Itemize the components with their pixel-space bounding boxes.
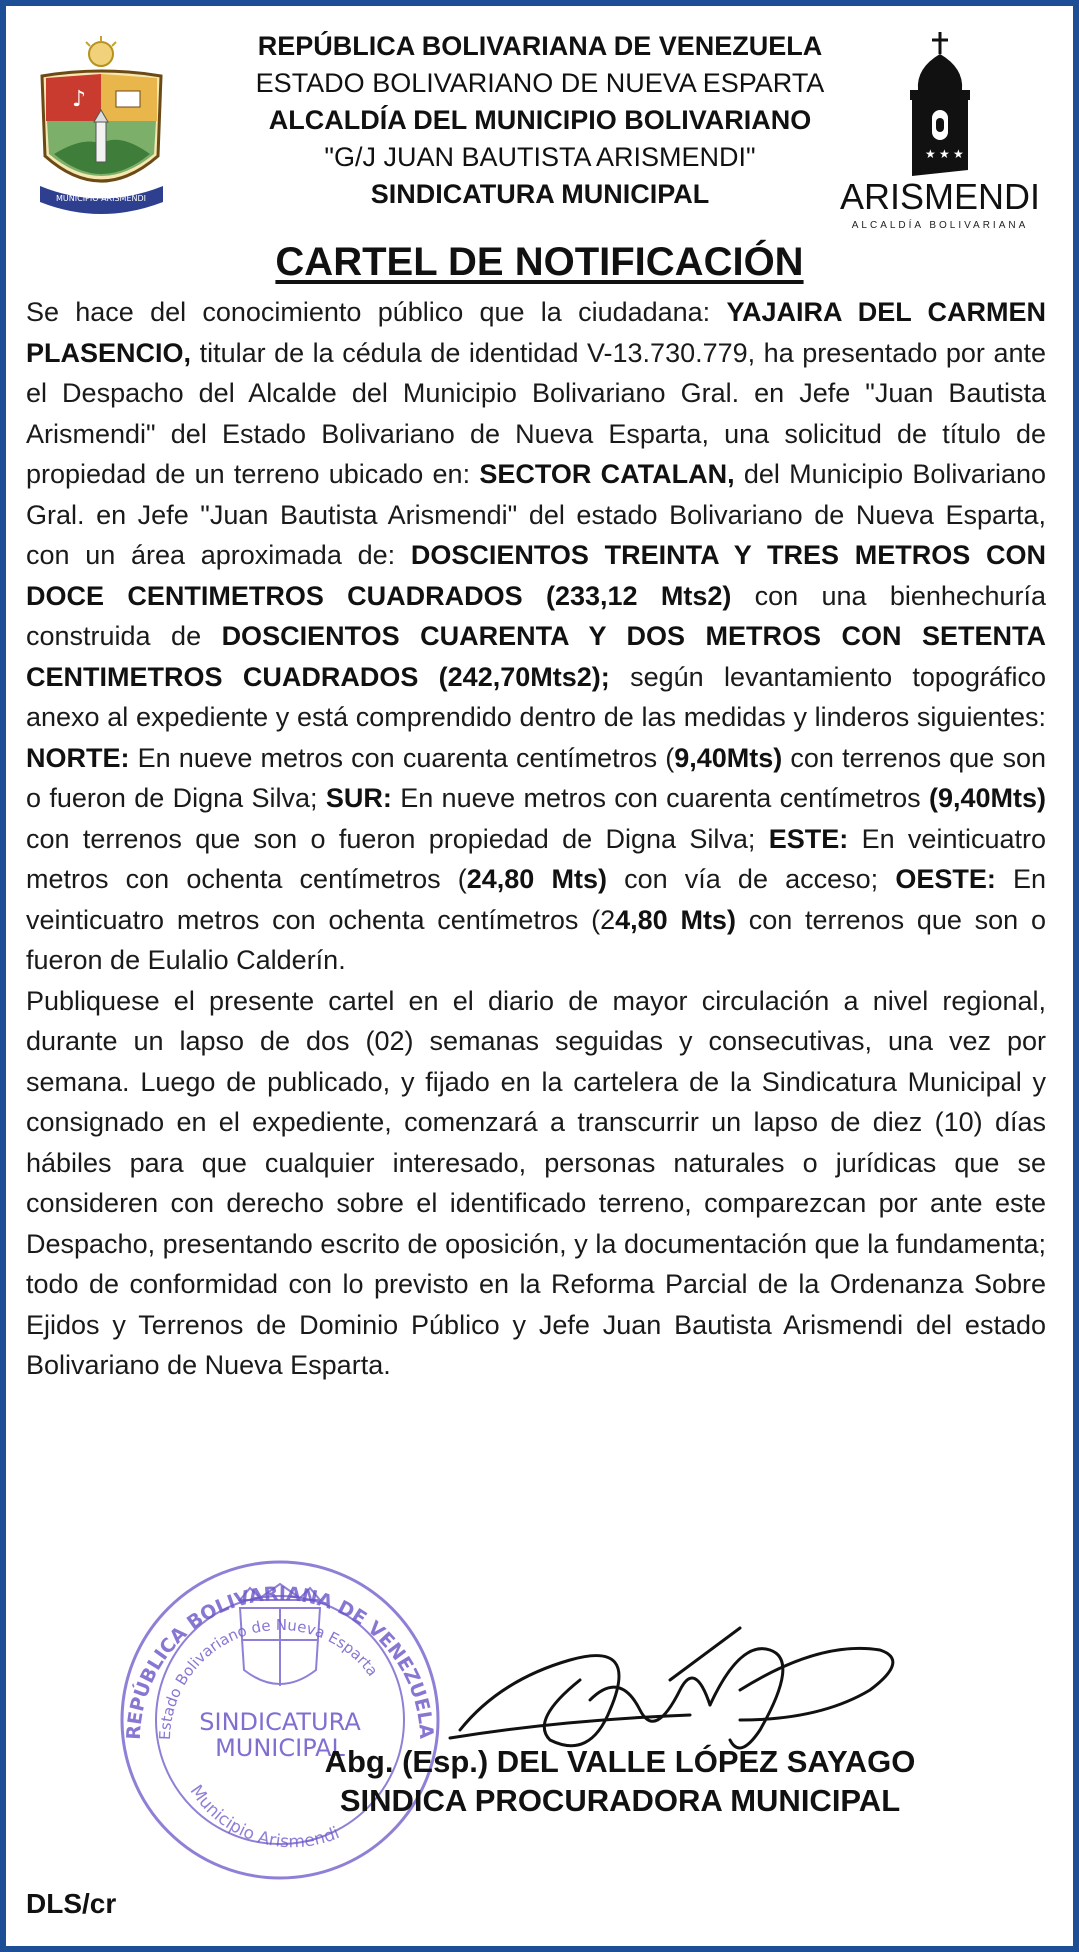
emblem-banner-text: MUNICIPIO ARISMENDI <box>56 194 146 203</box>
stamp-center-line1: SINDICATURA <box>199 1708 361 1736</box>
text-run: con terrenos que son o fueron de Digna Silva; <box>26 742 1046 813</box>
svg-text:★: ★ <box>939 147 950 161</box>
bold-run: (9,40Mts) <box>928 783 1046 813</box>
arismendi-logo <box>840 28 1040 238</box>
text-run: con una bienhechuría construida de <box>26 580 1046 651</box>
logo-name: ARISMENDI <box>840 176 1041 217</box>
sindicatura-stamp <box>100 1550 460 1880</box>
svg-text:♪: ♪ <box>72 87 87 112</box>
paragraph-request <box>26 292 1046 981</box>
header-municipality: "G/J JUAN BAUTISTA ARISMENDI" <box>324 142 756 172</box>
bold-run: 9,40Mts) <box>674 742 783 773</box>
bold-run: DOSCIENTOS TREINTA Y TRES METROS CON DOCE CENTIMETROS CUADRADOS (233,12 Mts2) <box>26 540 1046 611</box>
header-state: ESTADO BOLIVARIANO DE NUEVA ESPARTA <box>255 68 825 98</box>
stamp-bottom-text: Municipio Arismendi <box>185 1781 343 1853</box>
text-run: del Municipio Bolivariano Gral. en Jefe "Juan Bautista Arismendi" del estado Bolivariano de Nueva Esparta, con un área aproximada de: <box>26 459 1046 570</box>
bold-run: YAJAIRA DEL CARMEN PLASENCIO, <box>26 297 1046 368</box>
text-run: con terrenos que son o fueron de Eulalio Calderín. <box>26 904 1046 975</box>
svg-text:★: ★ <box>925 147 936 161</box>
signatory-role: SINDICA PROCURADORA MUNICIPAL <box>339 1783 901 1818</box>
paragraph-publication: Publiquese el presente cartel en el diario de mayor circulación a nivel regional, durante un lapso de dos (02) semanas seguidas y consecutivas, una vez por semana. Luego de publicado, y fijado en la cartelera de la Sindicatura Municipal y consignado en el expediente, comenzará a transcurrir un lapso de diez (10) días hábiles para que cualquier interesado, personas naturales o jurídicas que se consideren con derecho sobre el identificado terreno, comparezcan por ante este Despacho, presentando escrito de oposición, y la documentación que la fundamenta; todo de conformidad con lo previsto en la Reforma Parcial de la Ordenanza Sobre Ejidos y Terrenos de Dominio Público y Jefe Juan Bautista Arismendi del estado Bolivariano de Nueva Esparta. <box>26 985 1046 1380</box>
bold-run: DOSCIENTOS CUARENTA Y DOS METROS CON SETENTA CENTIMETROS CUADRADOS (242,70Mts2); <box>26 621 1046 692</box>
header <box>0 0 1079 240</box>
text-run: En nueve metros con cuarenta centímetros ( <box>129 742 675 773</box>
signatory-name: Abg. (Esp.) DEL VALLE LÓPEZ SAYAGO <box>324 1744 916 1779</box>
text-run: En nueve metros con cuarenta centímetros <box>391 783 929 813</box>
text-run: titular de la cédula de identidad V-13.730.779, ha presentado por ante el Despacho del Alcalde del Municipio Bolivariano Gral. en Jefe "Juan Bautista Arismendi" del Estado Bolivariano de Nueva Esparta, una solicitud de título de propiedad de un terreno ubicado en: <box>26 337 1046 489</box>
header-text-block <box>230 28 850 213</box>
text-run: con vía de acceso; <box>606 864 896 894</box>
text-run: En veinticuatro metros con ochenta centímetros (2 <box>26 864 1046 935</box>
stamp-center-line2: MUNICIPAL <box>215 1734 345 1762</box>
notice-body <box>26 292 1046 1386</box>
bold-run: 24,80 Mts) <box>466 864 607 894</box>
text-run: Se hace del conocimiento público que la ciudadana: <box>26 297 727 327</box>
text-run: En veinticuatro metros con ochenta centímetros ( <box>26 823 1047 894</box>
header-republic: REPÚBLICA BOLIVARIANA DE VENEZUELA <box>257 31 823 61</box>
bold-run: OESTE: <box>895 864 996 894</box>
header-office: SINDICATURA MUNICIPAL <box>370 179 710 209</box>
header-mayoralty: ALCALDÍA DEL MUNICIPIO BOLIVARIANO <box>268 105 812 135</box>
reference-initials: DLS/cr <box>26 1888 117 1919</box>
logo-subtitle: ALCALDÍA BOLIVARIANA <box>851 220 1029 231</box>
text-run: según levantamiento topográfico anexo al expediente y está comprendido dentro de las medidas y linderos siguientes: <box>26 661 1047 732</box>
church-tower-icon <box>840 28 1040 178</box>
bold-run: NORTE: <box>26 742 130 773</box>
bold-run: SUR: <box>325 783 392 813</box>
bold-run: SECTOR CATALAN, <box>479 459 735 489</box>
municipal-coat-of-arms-emblem <box>34 36 169 226</box>
stamp-inner-ring-text: Estado Bolivariano de Nueva Esparta <box>155 1615 382 1741</box>
signatory-block <box>240 1742 1000 1820</box>
notice-title: CARTEL DE NOTIFICACIÓN <box>275 240 804 284</box>
svg-text:★: ★ <box>953 147 964 161</box>
bold-run: ESTE: <box>768 823 849 854</box>
bold-run: 4,80 Mts) <box>615 904 736 935</box>
stamp-ring-text: REPÚBLICA BOLIVARIANA DE VENEZUELA <box>122 1582 438 1741</box>
text-run: con terrenos que son o fueron propiedad de Digna Silva; <box>26 823 769 854</box>
